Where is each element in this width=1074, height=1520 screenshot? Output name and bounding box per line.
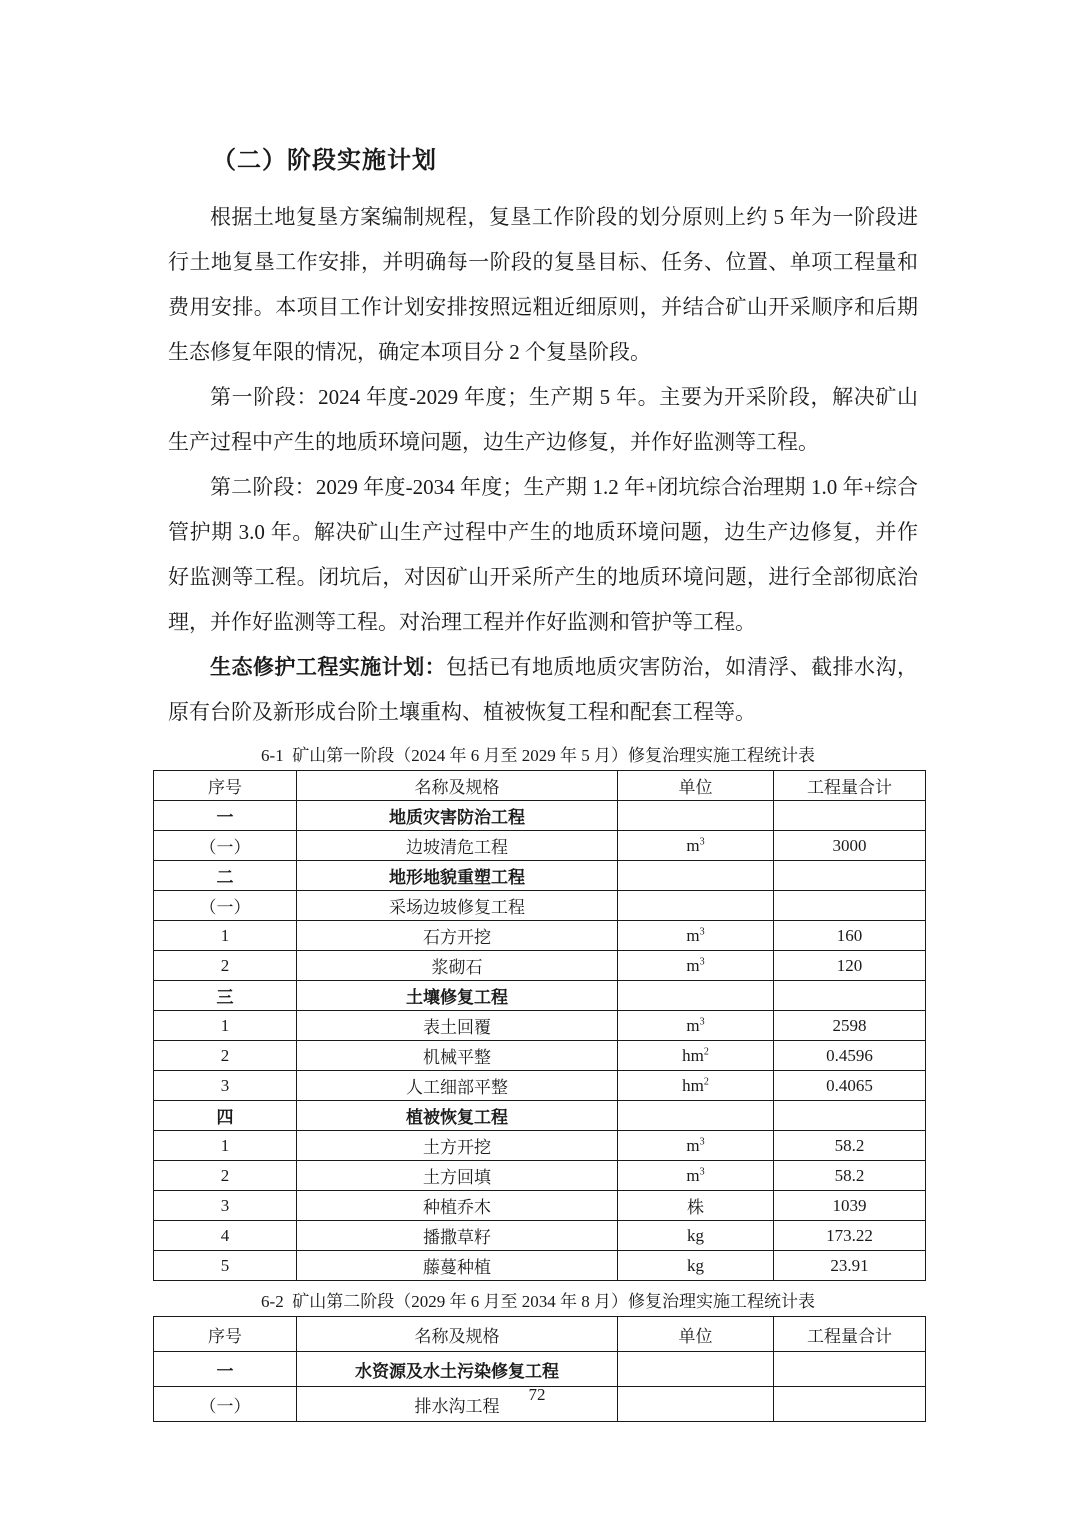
cell-name: 人工细部平整 <box>297 1071 618 1101</box>
cell-unit: kg <box>618 1251 774 1281</box>
cell-index: 2 <box>154 1161 297 1191</box>
cell-name: 地质灾害防治工程 <box>297 801 618 831</box>
cell-index: 1 <box>154 1011 297 1041</box>
cell-unit <box>618 891 774 921</box>
cell-index: 2 <box>154 1041 297 1071</box>
column-header: 单位 <box>618 1317 774 1352</box>
cell-unit: $m^3$ <box>618 951 774 981</box>
cell-quantity <box>774 801 926 831</box>
cell-unit: 株 <box>618 1191 774 1221</box>
cell-quantity <box>774 1101 926 1131</box>
cell-quantity: 173.22 <box>774 1221 926 1251</box>
cell-index: 一 <box>154 1352 297 1387</box>
cell-unit: $m^3$ <box>618 1131 774 1161</box>
table-row <box>154 1161 926 1191</box>
column-header: 单位 <box>618 771 774 801</box>
table-6-2-caption: 6-2 矿山第二阶段（2029 年 6 月至 2034 年 8 月）修复治理实施工程统计表 <box>261 1292 815 1311</box>
cell-quantity: 0.4596 <box>774 1041 926 1071</box>
cell-quantity: 0.4065 <box>774 1071 926 1101</box>
cell-name: 土壤修复工程 <box>297 981 618 1011</box>
cell-quantity <box>774 891 926 921</box>
body-text <box>168 195 918 735</box>
paragraph-lead: 生态修护工程实施计划： <box>210 655 447 679</box>
table-6-1 <box>153 770 926 1281</box>
cell-name: 采场边坡修复工程 <box>297 891 618 921</box>
paragraph-text: 根据土地复垦方案编制规程，复垦工作阶段的划分原则上约 5 年为一阶段进行土地复垦工作安排，并明确每一阶段的复垦目标、任务、位置、单项工程量和费用安排。本项目工作计划安排按照远粗近细原则，并结合矿山开采顺序和后期生态修复年限的情况，确定本项目分 2 个复垦阶段。 <box>168 205 918 364</box>
table-6-1-caption: 6-1 矿山第一阶段（2024 年 6 月至 2029 年 5 月）修复治理实施工程统计表 <box>261 746 815 765</box>
unit-superscript: 2 <box>703 1045 709 1057</box>
unit-superscript: 3 <box>699 1165 705 1177</box>
table-row <box>154 891 926 921</box>
unit-superscript: 3 <box>699 835 705 847</box>
table-row <box>154 1101 926 1131</box>
cell-unit: $m^3$ <box>618 831 774 861</box>
cell-unit: kg <box>618 1221 774 1251</box>
cell-quantity: 58.2 <box>774 1131 926 1161</box>
cell-unit <box>618 981 774 1011</box>
cell-unit: $m^3$ <box>618 921 774 951</box>
table-row <box>154 1251 926 1281</box>
cell-quantity: 3000 <box>774 831 926 861</box>
cell-unit <box>618 861 774 891</box>
cell-quantity: 1039 <box>774 1191 926 1221</box>
cell-index: 二 <box>154 861 297 891</box>
cell-index: 3 <box>154 1191 297 1221</box>
column-header: 序号 <box>154 1317 297 1352</box>
table-row <box>154 951 926 981</box>
table-header-row <box>154 1317 926 1352</box>
table-row <box>154 861 926 891</box>
cell-unit <box>618 1352 774 1387</box>
cell-name: 排水沟工程 <box>297 1387 618 1422</box>
cell-name: 土方回填 <box>297 1161 618 1191</box>
cell-unit: $m^3$ <box>618 1161 774 1191</box>
table-row <box>154 1041 926 1071</box>
cell-index: 5 <box>154 1251 297 1281</box>
page-number: 72 <box>528 1385 546 1404</box>
cell-name: 石方开挖 <box>297 921 618 951</box>
column-header: 工程量合计 <box>774 771 926 801</box>
cell-index: 4 <box>154 1221 297 1251</box>
cell-unit: $hm^2$ <box>618 1041 774 1071</box>
cell-name: 藤蔓种植 <box>297 1251 618 1281</box>
table-row <box>154 831 926 861</box>
cell-index: 2 <box>154 951 297 981</box>
unit-superscript: 3 <box>699 1135 705 1147</box>
unit-superscript: 3 <box>699 925 705 937</box>
page-title: （二）阶段实施计划 <box>212 148 437 174</box>
cell-index: 一 <box>154 801 297 831</box>
cell-quantity: 58.2 <box>774 1161 926 1191</box>
cell-name: 土方开挖 <box>297 1131 618 1161</box>
cell-unit <box>618 801 774 831</box>
column-header: 名称及规格 <box>297 1317 618 1352</box>
cell-index: （一） <box>154 831 297 861</box>
column-header: 工程量合计 <box>774 1317 926 1352</box>
cell-index: （一） <box>154 1387 297 1422</box>
paragraph-stage-2 <box>168 465 918 645</box>
cell-quantity: 23.91 <box>774 1251 926 1281</box>
paragraph-stage-1 <box>168 375 918 465</box>
cell-quantity <box>774 861 926 891</box>
unit-superscript: 3 <box>699 1015 705 1027</box>
cell-unit: $m^3$ <box>618 1011 774 1041</box>
table-row <box>154 921 926 951</box>
cell-quantity <box>774 981 926 1011</box>
table-row <box>154 1352 926 1387</box>
column-header: 名称及规格 <box>297 771 618 801</box>
table-row <box>154 1011 926 1041</box>
cell-quantity: 160 <box>774 921 926 951</box>
table-6-2 <box>153 1316 926 1422</box>
cell-quantity <box>774 1352 926 1387</box>
cell-index: （一） <box>154 891 297 921</box>
table-row <box>154 1071 926 1101</box>
column-header: 序号 <box>154 771 297 801</box>
cell-unit <box>618 1101 774 1131</box>
cell-name: 植被恢复工程 <box>297 1101 618 1131</box>
cell-index: 1 <box>154 1131 297 1161</box>
table-row <box>154 981 926 1011</box>
paragraph-eco-plan <box>168 645 918 735</box>
table-header-row <box>154 771 926 801</box>
cell-quantity: 120 <box>774 951 926 981</box>
table-row <box>154 801 926 831</box>
cell-index: 三 <box>154 981 297 1011</box>
cell-index: 四 <box>154 1101 297 1131</box>
table-row <box>154 1131 926 1161</box>
paragraph-text: 第一阶段：2024 年度-2029 年度；生产期 5 年。主要为开采阶段，解决矿山生产过程中产生的地质环境问题，边生产边修复，并作好监测等工程。 <box>168 385 918 454</box>
table-row <box>154 1221 926 1251</box>
cell-name: 机械平整 <box>297 1041 618 1071</box>
cell-name: 地形地貌重塑工程 <box>297 861 618 891</box>
paragraph-overview <box>168 195 918 375</box>
cell-quantity: 2598 <box>774 1011 926 1041</box>
paragraph-text: 第二阶段：2029 年度-2034 年度；生产期 1.2 年+闭坑综合治理期 1.0 年+综合管护期 3.0 年。解决矿山生产过程中产生的地质环境问题，边生产边修复，并作好监测等工程。闭坑后，对因矿山开采所产生的地质环境问题，进行全部彻底治理，并作好监测等工程。对治理工程并作好监测和管护等工程。 <box>168 475 918 634</box>
cell-name: 水资源及水土污染修复工程 <box>297 1352 618 1387</box>
cell-name: 播撒草籽 <box>297 1221 618 1251</box>
cell-name: 表土回覆 <box>297 1011 618 1041</box>
unit-superscript: 3 <box>699 955 705 967</box>
unit-superscript: 2 <box>703 1075 709 1087</box>
cell-name: 浆砌石 <box>297 951 618 981</box>
paragraph-text: 包括已有地质地质灾害防治，如清浮、截排水沟，原有台阶及新形成台阶土壤重构、植被恢复工程和配套工程等。 <box>168 655 918 724</box>
table-row <box>154 1191 926 1221</box>
cell-index: 1 <box>154 921 297 951</box>
cell-unit: $hm^2$ <box>618 1071 774 1101</box>
cell-name: 种植乔木 <box>297 1191 618 1221</box>
cell-index: 3 <box>154 1071 297 1101</box>
cell-name: 边坡清危工程 <box>297 831 618 861</box>
